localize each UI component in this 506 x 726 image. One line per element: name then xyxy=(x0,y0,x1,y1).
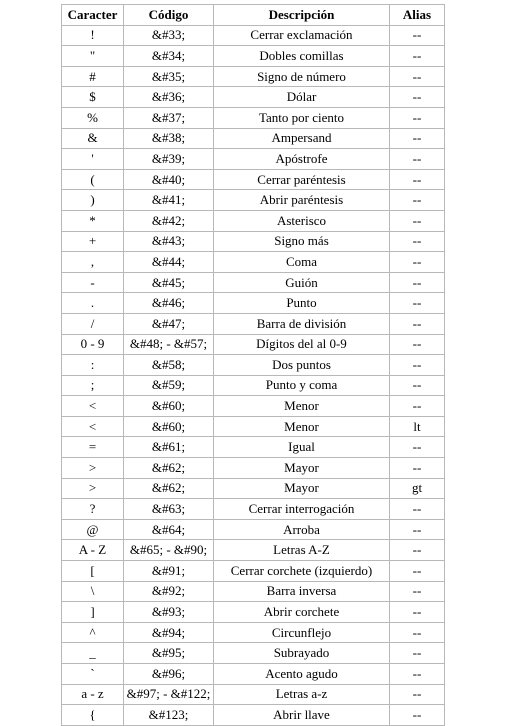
cell-alias: -- xyxy=(390,210,445,231)
cell-alias: gt xyxy=(390,478,445,499)
cell-descripcion: Dólar xyxy=(214,87,390,108)
table-row xyxy=(62,66,445,87)
cell-descripcion: Signo más xyxy=(214,231,390,252)
cell-caracter: { xyxy=(62,705,124,726)
cell-codigo: &#37; xyxy=(124,107,214,128)
table-row xyxy=(62,107,445,128)
cell-descripcion: Cerrar paréntesis xyxy=(214,169,390,190)
cell-alias: -- xyxy=(390,293,445,314)
cell-caracter: " xyxy=(62,46,124,67)
character-codes-table xyxy=(61,4,445,726)
cell-codigo: &#60; xyxy=(124,416,214,437)
cell-alias: -- xyxy=(390,458,445,479)
cell-caracter: ' xyxy=(62,149,124,170)
cell-codigo: &#61; xyxy=(124,437,214,458)
cell-codigo: &#58; xyxy=(124,355,214,376)
cell-codigo: &#97; - &#122; xyxy=(124,684,214,705)
cell-descripcion: Ampersand xyxy=(214,128,390,149)
cell-caracter: % xyxy=(62,107,124,128)
cell-codigo: &#65; - &#90; xyxy=(124,540,214,561)
table-row xyxy=(62,375,445,396)
table-row xyxy=(62,664,445,685)
table-row xyxy=(62,622,445,643)
cell-caracter: _ xyxy=(62,643,124,664)
cell-descripcion: Abrir corchete xyxy=(214,602,390,623)
cell-codigo: &#95; xyxy=(124,643,214,664)
cell-codigo: &#44; xyxy=(124,252,214,273)
cell-alias: -- xyxy=(390,355,445,376)
cell-descripcion: Punto y coma xyxy=(214,375,390,396)
cell-caracter: ] xyxy=(62,602,124,623)
table-row xyxy=(62,87,445,108)
cell-descripcion: Cerrar exclamación xyxy=(214,25,390,46)
cell-caracter: ; xyxy=(62,375,124,396)
cell-alias: -- xyxy=(390,107,445,128)
cell-caracter: + xyxy=(62,231,124,252)
cell-descripcion: Barra inversa xyxy=(214,581,390,602)
cell-caracter: A - Z xyxy=(62,540,124,561)
cell-codigo: &#38; xyxy=(124,128,214,149)
cell-descripcion: Letras a-z xyxy=(214,684,390,705)
table-row xyxy=(62,355,445,376)
cell-alias: -- xyxy=(390,231,445,252)
cell-codigo: &#64; xyxy=(124,519,214,540)
table-row xyxy=(62,519,445,540)
cell-codigo: &#48; - &#57; xyxy=(124,334,214,355)
cell-alias: -- xyxy=(390,169,445,190)
cell-codigo: &#62; xyxy=(124,458,214,479)
cell-descripcion: Abrir paréntesis xyxy=(214,190,390,211)
table-body xyxy=(62,25,445,725)
cell-alias: -- xyxy=(390,664,445,685)
cell-caracter: < xyxy=(62,396,124,417)
cell-caracter: a - z xyxy=(62,684,124,705)
cell-alias: -- xyxy=(390,313,445,334)
cell-descripcion: Tanto por ciento xyxy=(214,107,390,128)
cell-descripcion: Menor xyxy=(214,396,390,417)
cell-caracter: . xyxy=(62,293,124,314)
table-row xyxy=(62,416,445,437)
table-row xyxy=(62,252,445,273)
table-row xyxy=(62,540,445,561)
header-alias: Alias xyxy=(390,5,445,26)
cell-alias: -- xyxy=(390,190,445,211)
cell-descripcion: Dobles comillas xyxy=(214,46,390,67)
cell-alias: -- xyxy=(390,396,445,417)
cell-alias: -- xyxy=(390,499,445,520)
table-row xyxy=(62,499,445,520)
header-descripcion: Descripción xyxy=(214,5,390,26)
table-row xyxy=(62,272,445,293)
cell-codigo: &#40; xyxy=(124,169,214,190)
cell-descripcion: Coma xyxy=(214,252,390,273)
cell-descripcion: Subrayado xyxy=(214,643,390,664)
cell-caracter: , xyxy=(62,252,124,273)
table-row xyxy=(62,25,445,46)
cell-alias: lt xyxy=(390,416,445,437)
table-row xyxy=(62,169,445,190)
cell-alias: -- xyxy=(390,25,445,46)
cell-descripcion: Abrir llave xyxy=(214,705,390,726)
cell-alias: -- xyxy=(390,149,445,170)
cell-descripcion: Dos puntos xyxy=(214,355,390,376)
table-row xyxy=(62,602,445,623)
cell-codigo: &#60; xyxy=(124,396,214,417)
table-row xyxy=(62,128,445,149)
cell-caracter: ` xyxy=(62,664,124,685)
cell-descripcion: Asterisco xyxy=(214,210,390,231)
cell-alias: -- xyxy=(390,128,445,149)
cell-alias: -- xyxy=(390,643,445,664)
cell-codigo: &#43; xyxy=(124,231,214,252)
cell-caracter: : xyxy=(62,355,124,376)
table-row xyxy=(62,210,445,231)
cell-codigo: &#45; xyxy=(124,272,214,293)
cell-caracter: \ xyxy=(62,581,124,602)
cell-alias: -- xyxy=(390,540,445,561)
table-row xyxy=(62,334,445,355)
cell-codigo: &#92; xyxy=(124,581,214,602)
cell-alias: -- xyxy=(390,272,445,293)
cell-alias: -- xyxy=(390,375,445,396)
cell-codigo: &#42; xyxy=(124,210,214,231)
table-row xyxy=(62,437,445,458)
cell-caracter: * xyxy=(62,210,124,231)
cell-alias: -- xyxy=(390,519,445,540)
cell-descripcion: Mayor xyxy=(214,458,390,479)
cell-caracter: ? xyxy=(62,499,124,520)
cell-descripcion: Mayor xyxy=(214,478,390,499)
cell-caracter: / xyxy=(62,313,124,334)
cell-caracter: # xyxy=(62,66,124,87)
header-row xyxy=(62,5,445,26)
cell-descripcion: Circunflejo xyxy=(214,622,390,643)
header-codigo: Código xyxy=(124,5,214,26)
cell-alias: -- xyxy=(390,334,445,355)
cell-caracter: ( xyxy=(62,169,124,190)
table-row xyxy=(62,149,445,170)
cell-alias: -- xyxy=(390,581,445,602)
cell-descripcion: Igual xyxy=(214,437,390,458)
table-row xyxy=(62,190,445,211)
cell-caracter: @ xyxy=(62,519,124,540)
cell-alias: -- xyxy=(390,87,445,108)
table-row xyxy=(62,561,445,582)
cell-codigo: &#35; xyxy=(124,66,214,87)
cell-codigo: &#41; xyxy=(124,190,214,211)
table-row xyxy=(62,46,445,67)
cell-descripcion: Cerrar corchete (izquierdo) xyxy=(214,561,390,582)
cell-codigo: &#96; xyxy=(124,664,214,685)
cell-alias: -- xyxy=(390,46,445,67)
cell-descripcion: Cerrar interrogación xyxy=(214,499,390,520)
table-row xyxy=(62,231,445,252)
cell-alias: -- xyxy=(390,602,445,623)
cell-caracter: & xyxy=(62,128,124,149)
cell-descripcion: Barra de división xyxy=(214,313,390,334)
table-header xyxy=(62,5,445,26)
cell-codigo: &#93; xyxy=(124,602,214,623)
cell-caracter: = xyxy=(62,437,124,458)
table-row xyxy=(62,293,445,314)
cell-caracter: > xyxy=(62,458,124,479)
table-row xyxy=(62,705,445,726)
header-caracter: Caracter xyxy=(62,5,124,26)
cell-alias: -- xyxy=(390,437,445,458)
cell-caracter: < xyxy=(62,416,124,437)
table-row xyxy=(62,313,445,334)
table-row xyxy=(62,458,445,479)
cell-caracter: ^ xyxy=(62,622,124,643)
cell-descripcion: Signo de número xyxy=(214,66,390,87)
cell-alias: -- xyxy=(390,684,445,705)
cell-codigo: &#91; xyxy=(124,561,214,582)
cell-caracter: ! xyxy=(62,25,124,46)
cell-descripcion: Guión xyxy=(214,272,390,293)
cell-descripcion: Menor xyxy=(214,416,390,437)
cell-codigo: &#36; xyxy=(124,87,214,108)
cell-descripcion: Punto xyxy=(214,293,390,314)
cell-alias: -- xyxy=(390,561,445,582)
cell-codigo: &#63; xyxy=(124,499,214,520)
cell-alias: -- xyxy=(390,66,445,87)
table-row xyxy=(62,478,445,499)
cell-descripcion: Letras A-Z xyxy=(214,540,390,561)
cell-descripcion: Arroba xyxy=(214,519,390,540)
cell-caracter: - xyxy=(62,272,124,293)
cell-caracter: > xyxy=(62,478,124,499)
cell-caracter: ) xyxy=(62,190,124,211)
cell-codigo: &#59; xyxy=(124,375,214,396)
cell-codigo: &#94; xyxy=(124,622,214,643)
cell-codigo: &#62; xyxy=(124,478,214,499)
cell-codigo: &#33; xyxy=(124,25,214,46)
cell-alias: -- xyxy=(390,705,445,726)
cell-descripcion: Acento agudo xyxy=(214,664,390,685)
cell-codigo: &#123; xyxy=(124,705,214,726)
cell-codigo: &#47; xyxy=(124,313,214,334)
cell-alias: -- xyxy=(390,622,445,643)
table-row xyxy=(62,581,445,602)
cell-caracter: 0 - 9 xyxy=(62,334,124,355)
cell-caracter: $ xyxy=(62,87,124,108)
cell-codigo: &#34; xyxy=(124,46,214,67)
cell-codigo: &#39; xyxy=(124,149,214,170)
cell-descripcion: Dígitos del al 0-9 xyxy=(214,334,390,355)
cell-caracter: [ xyxy=(62,561,124,582)
cell-codigo: &#46; xyxy=(124,293,214,314)
table-row xyxy=(62,643,445,664)
cell-alias: -- xyxy=(390,252,445,273)
table-row xyxy=(62,684,445,705)
cell-descripcion: Apóstrofe xyxy=(214,149,390,170)
table-row xyxy=(62,396,445,417)
